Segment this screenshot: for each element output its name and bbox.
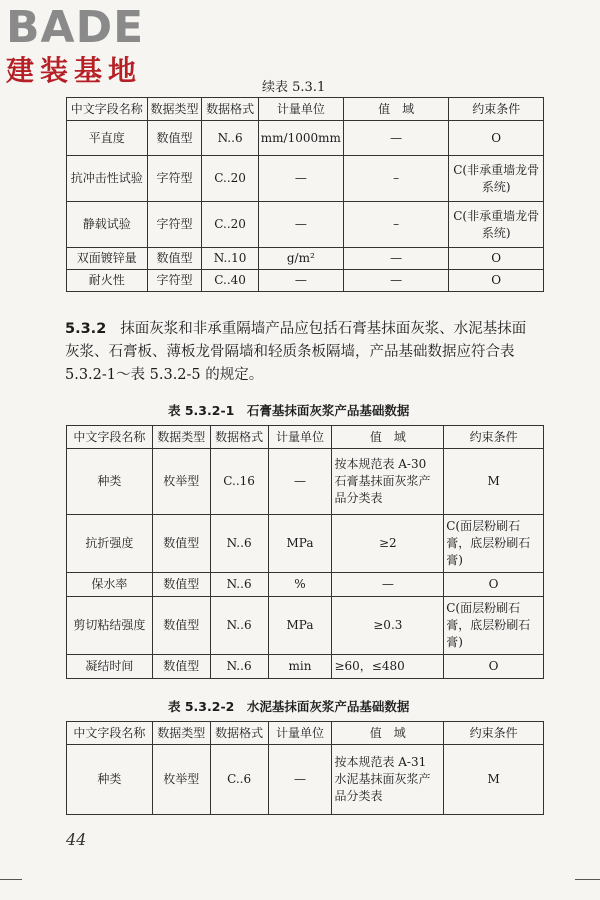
table-cell: —: [268, 449, 332, 515]
table-header-row: [67, 426, 544, 449]
column-header: 计量单位: [258, 98, 343, 121]
table-cell: g/m²: [258, 248, 343, 270]
table-cell: 平直度: [67, 121, 148, 156]
table-cell: O: [449, 121, 544, 156]
table-header-row: [67, 98, 544, 121]
table-cell: —: [343, 270, 449, 292]
table-cell: N..6: [210, 573, 268, 597]
column-header: 约束条件: [444, 426, 544, 449]
column-header: 中文字段名称: [67, 98, 148, 121]
table-cell: O: [444, 655, 544, 679]
column-header: 数据格式: [210, 426, 268, 449]
column-header: 数据格式: [202, 98, 258, 121]
column-header: 中文字段名称: [67, 426, 153, 449]
table-cell: —: [343, 248, 449, 270]
table-row: [67, 270, 544, 292]
table-cell: 剪切粘结强度: [67, 597, 153, 655]
table-cell: —: [332, 573, 444, 597]
table-cell: 枚举型: [152, 745, 210, 815]
table-cell: —: [268, 745, 332, 815]
table-cell: 字符型: [147, 202, 202, 248]
table2: [66, 425, 544, 679]
table-header-row: [67, 722, 544, 745]
table-cell: C..40: [202, 270, 258, 292]
table-cell: C..16: [210, 449, 268, 515]
table-cell: —: [258, 156, 343, 202]
table-cell: 抗冲击性试验: [67, 156, 148, 202]
table-cell: 双面镀锌量: [67, 248, 148, 270]
table-cell: C(非承重墙龙骨系统): [449, 156, 544, 202]
column-header: 中文字段名称: [67, 722, 153, 745]
table-cell: 保水率: [67, 573, 153, 597]
column-header: 值 域: [332, 722, 444, 745]
column-header: 数据类型: [147, 98, 202, 121]
column-header: 值 域: [332, 426, 444, 449]
table-cell: O: [444, 573, 544, 597]
table-row: [67, 156, 544, 202]
table-cell: min: [268, 655, 332, 679]
table-cell: 数值型: [152, 655, 210, 679]
table-cell: –: [343, 156, 449, 202]
column-header: 约束条件: [449, 98, 544, 121]
table-cell: 抗折强度: [67, 515, 153, 573]
column-header: 数据格式: [210, 722, 268, 745]
table-cell: M: [444, 449, 544, 515]
table-row: [67, 449, 544, 515]
table-cell: —: [258, 202, 343, 248]
column-header: 数据类型: [152, 426, 210, 449]
table-row: [67, 573, 544, 597]
table-cell: N..6: [210, 655, 268, 679]
table-cell: MPa: [268, 597, 332, 655]
column-header: 约束条件: [444, 722, 544, 745]
logo-wordmark: BADE: [6, 2, 145, 53]
table-cell: 按本规范表 A-30 石膏基抹面灰浆产品分类表: [332, 449, 444, 515]
table-cell: 种类: [67, 449, 153, 515]
table-cell: 数值型: [147, 248, 202, 270]
table1-caption: 续表 5.3.1: [262, 80, 326, 95]
column-header: 值 域: [343, 98, 449, 121]
table-cell: 凝结时间: [67, 655, 153, 679]
table-cell: —: [258, 270, 343, 292]
table-cell: C(非承重墙龙骨系统): [449, 202, 544, 248]
table-cell: 字符型: [147, 156, 202, 202]
column-header: 数据类型: [152, 722, 210, 745]
logo-subtitle: 建装基地: [6, 54, 143, 87]
table-cell: 耐火性: [67, 270, 148, 292]
table-cell: 枚举型: [152, 449, 210, 515]
column-header: 计量单位: [268, 426, 332, 449]
section-5-3-2-paragraph: [65, 318, 535, 387]
table-row: [67, 655, 544, 679]
crop-mark-left: [0, 879, 22, 880]
table-row: [67, 597, 544, 655]
table-row: [67, 121, 544, 156]
table-cell: %: [268, 573, 332, 597]
table-cell: C..6: [210, 745, 268, 815]
section-number: 5.3.2: [65, 321, 107, 337]
table-cell: C(面层粉刷石膏，底层粉刷石膏): [444, 597, 544, 655]
table-cell: N..6: [210, 597, 268, 655]
table-row: [67, 745, 544, 815]
table-cell: O: [449, 270, 544, 292]
table-row: [67, 515, 544, 573]
table-cell: M: [444, 745, 544, 815]
table-cell: 按本规范表 A-31 水泥基抹面灰浆产品分类表: [332, 745, 444, 815]
table-cell: C(面层粉刷石膏，底层粉刷石膏): [444, 515, 544, 573]
crop-mark-right: [575, 879, 600, 880]
table-cell: ≥0.3: [332, 597, 444, 655]
table-cell: C..20: [202, 156, 258, 202]
page-number: 44: [66, 830, 87, 849]
table-cell: mm/1000mm: [258, 121, 343, 156]
table-cell: N..10: [202, 248, 258, 270]
table-cell: —: [343, 121, 449, 156]
table-cell: MPa: [268, 515, 332, 573]
table-cell: 种类: [67, 745, 153, 815]
table-cell: ≥2: [332, 515, 444, 573]
table3: [66, 721, 544, 815]
paragraph-text: 抹面灰浆和非承重隔墙产品应包括石膏基抹面灰浆、水泥基抹面灰浆、石膏板、薄板龙骨隔墙和轻质条板隔墙，产品基础数据应符合表 5.3.2-1～表 5.3.2-5 的规定。: [65, 321, 527, 383]
table-cell: O: [449, 248, 544, 270]
table-cell: 数值型: [152, 597, 210, 655]
table-row: [67, 202, 544, 248]
table3-caption: 表 5.3.2-2 水泥基抹面灰浆产品基础数据: [168, 699, 410, 714]
table-cell: 数值型: [152, 515, 210, 573]
column-header: 计量单位: [268, 722, 332, 745]
table2-caption: 表 5.3.2-1 石膏基抹面灰浆产品基础数据: [168, 403, 410, 418]
table-cell: 字符型: [147, 270, 202, 292]
table-cell: 数值型: [152, 573, 210, 597]
table-cell: 数值型: [147, 121, 202, 156]
table-cell: 静载试验: [67, 202, 148, 248]
table-cell: C..20: [202, 202, 258, 248]
logo: [6, 4, 181, 88]
table-cell: –: [343, 202, 449, 248]
table-row: [67, 248, 544, 270]
table1: [66, 97, 544, 292]
table-cell: N..6: [210, 515, 268, 573]
table-cell: ≥60，≤480: [332, 655, 444, 679]
table-cell: N..6: [202, 121, 258, 156]
